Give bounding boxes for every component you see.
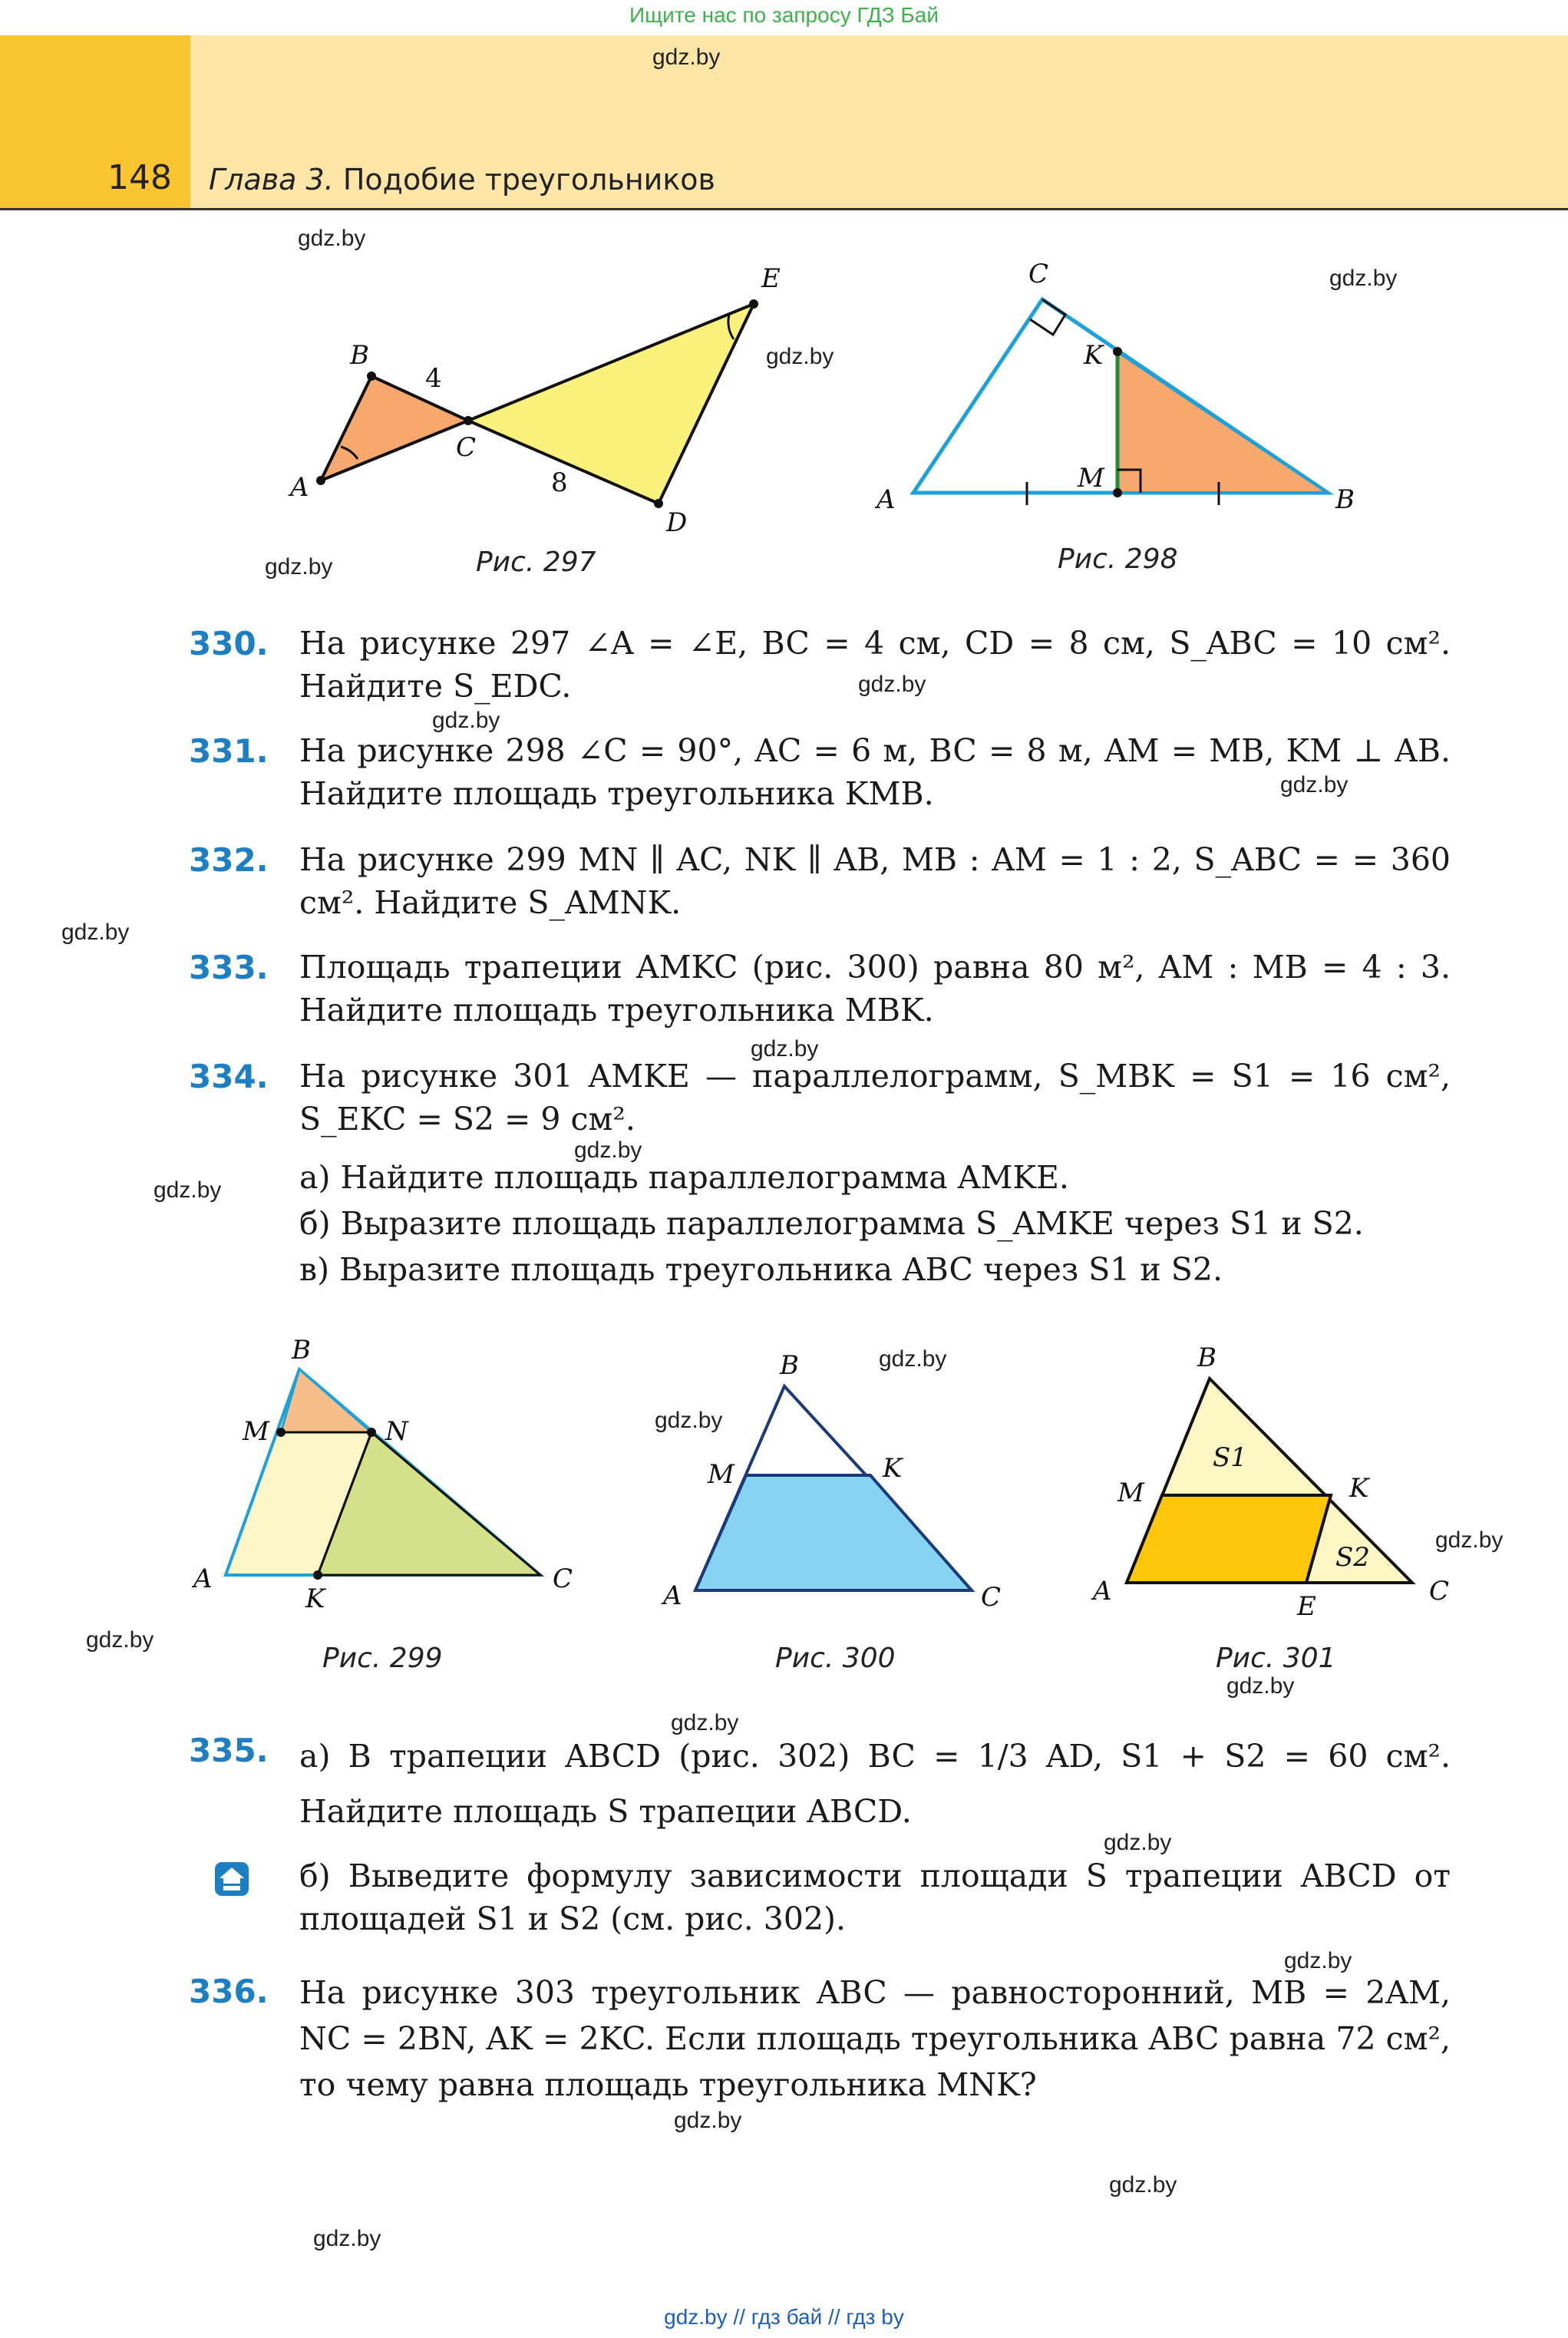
watermark: gdz.by	[61, 920, 130, 945]
label-k: K	[1084, 340, 1104, 371]
label-cd-length: 8	[551, 467, 568, 498]
figure-297	[276, 253, 814, 560]
problem-number-336: 336.	[189, 1973, 269, 2010]
problem-text-334: На рисунке 301 AMKE — параллелограмм, S_MBK = S1 = 16 см², S_EKC = S2 = 9 см².	[299, 1058, 1451, 1138]
figure-300	[660, 1343, 1021, 1620]
label-n: N	[385, 1416, 408, 1447]
triangle-edc	[468, 304, 754, 504]
problem-335-item-b: б) Выведите формулу зависимости площади S трапеции ABCD от площадей S1 и S2 (см. рис. 302).	[299, 1858, 1451, 1937]
watermark: gdz.by	[1109, 2172, 1177, 2198]
label-a: A	[193, 1564, 213, 1594]
watermark: gdz.by	[1435, 1527, 1504, 1553]
watermark: gdz.by	[1284, 1948, 1352, 1973]
label-a: A	[663, 1580, 682, 1611]
label-m: M	[243, 1416, 269, 1447]
watermark: gdz.by	[432, 708, 500, 733]
problem-334-item-b: б) Выразите площадь параллелограмма S_AMKE через S1 и S2.	[299, 1205, 1364, 1242]
problem-number-334: 334.	[189, 1058, 269, 1095]
problem-text-330: На рисунке 297 ∠A = ∠E, BC = 4 см, CD = 8 см, S_ABC = 10 см². Найдите S_EDC.	[299, 625, 1451, 705]
label-a: A	[876, 484, 896, 515]
label-b: B	[1197, 1342, 1216, 1373]
watermark: gdz.by	[674, 2108, 742, 2133]
watermark: gdz.by	[879, 1346, 947, 1372]
problem-number-332: 332.	[189, 841, 269, 879]
label-bc-length: 4	[425, 363, 442, 394]
label-c: C	[1028, 261, 1049, 289]
figure-298	[875, 261, 1366, 537]
caption-298: Рис. 298	[1058, 543, 1178, 575]
watermark: gdz.by	[153, 1177, 222, 1203]
label-c: C	[981, 1582, 1002, 1613]
caption-297: Рис. 297	[476, 547, 596, 578]
watermark: gdz.by	[574, 1138, 642, 1163]
label-k: K	[305, 1583, 325, 1612]
top-banner[interactable]: Ищите нас по запросу ГДЗ Бай	[629, 3, 939, 27]
caption-299: Рис. 299	[322, 1643, 443, 1674]
label-k: K	[1349, 1473, 1369, 1504]
watermark: gdz.by	[671, 1710, 739, 1735]
label-e: E	[761, 263, 781, 294]
label-m: M	[708, 1459, 734, 1490]
figure-301	[1090, 1336, 1474, 1627]
triangle-kmb	[1117, 352, 1328, 493]
label-b: B	[292, 1335, 311, 1365]
problem-number-335: 335.	[189, 1732, 269, 1769]
label-s1: S1	[1213, 1442, 1247, 1473]
label-s2: S2	[1335, 1542, 1370, 1573]
problem-text-335: а) В трапеции ABCD (рис. 302) BC = 1/3 AD, S1 + S2 = 60 см². Найдите площадь S трапеции ABCD.	[299, 1738, 1451, 1830]
problem-number-330: 330.	[189, 625, 269, 662]
page-number: 148	[107, 158, 172, 197]
label-c: C	[553, 1564, 573, 1594]
watermark: gdz.by	[1104, 1830, 1172, 1855]
label-b: B	[780, 1350, 799, 1381]
label-b: B	[350, 340, 369, 371]
problem-text-332: На рисунке 299 MN ∥ AC, NK ∥ AB, MB : AM = 1 : 2, S_ABC = = 360 см². Найдите S_AMNK.	[299, 841, 1451, 921]
problem-text-331: На рисунке 298 ∠C = 90°, AC = 6 м, BC = 8 м, AM = MB, KM ⊥ AB. Найдите площадь треугольника KMB.	[299, 732, 1451, 812]
watermark: gdz.by	[298, 226, 366, 251]
label-k: K	[883, 1453, 903, 1484]
watermark: gdz.by	[313, 2226, 381, 2251]
chapter-title	[209, 163, 715, 196]
problem-text-336: На рисунке 303 треугольник ABC — равносторонний, MB = 2AM, NC = 2BN, AK = 2KC. Если площадь треугольника ABC равна 72 см², то чему равна площадь треугольника MNK?	[299, 1974, 1451, 2103]
label-a: A	[1093, 1576, 1112, 1607]
watermark: gdz.by	[858, 672, 926, 697]
trapezoid-amkc	[695, 1475, 972, 1590]
label-m: M	[1117, 1478, 1144, 1508]
header-divider	[0, 208, 1568, 210]
label-c: C	[1429, 1576, 1450, 1607]
problem-number-333: 333.	[189, 949, 269, 986]
label-m: M	[1078, 463, 1104, 494]
footer-links[interactable]: gdz.by // гдз бай // гдз by	[664, 2305, 904, 2329]
watermark: gdz.by	[265, 554, 333, 580]
watermark: gdz.by	[1226, 1673, 1295, 1699]
problem-text-333: Площадь трапеции AMKC (рис. 300) равна 80 м², AM : MB = 4 : 3. Найдите площадь треугольника MBK.	[299, 949, 1451, 1029]
watermark: gdz.by	[766, 344, 834, 369]
chapter-prefix: Глава 3.	[209, 163, 334, 196]
label-b: B	[1335, 484, 1355, 515]
problem-334-item-c: в) Выразите площадь треугольника ABC через S1 и S2.	[299, 1251, 1223, 1288]
figure-299	[192, 1328, 591, 1612]
label-a: A	[290, 472, 309, 503]
problem-334-item-a: а) Найдите площадь параллелограмма AMKE.	[299, 1159, 1069, 1196]
watermark: gdz.by	[751, 1036, 819, 1062]
watermark: gdz.by	[86, 1627, 154, 1653]
chapter-name: Подобие треугольников	[342, 163, 715, 196]
label-d: D	[666, 507, 688, 538]
caption-301: Рис. 301	[1216, 1643, 1336, 1674]
parallelogram-amke	[1127, 1495, 1331, 1583]
watermark: gdz.by	[1280, 772, 1348, 797]
watermark: gdz.by	[652, 45, 721, 70]
watermark: gdz.by	[1329, 266, 1398, 291]
watermark: gdz.by	[655, 1408, 723, 1433]
problem-number-331: 331.	[189, 732, 269, 770]
caption-300: Рис. 300	[775, 1643, 896, 1674]
label-e: E	[1297, 1591, 1316, 1622]
triangle-abc	[321, 376, 468, 480]
label-c: C	[456, 432, 477, 463]
home-icon	[213, 1861, 250, 1897]
